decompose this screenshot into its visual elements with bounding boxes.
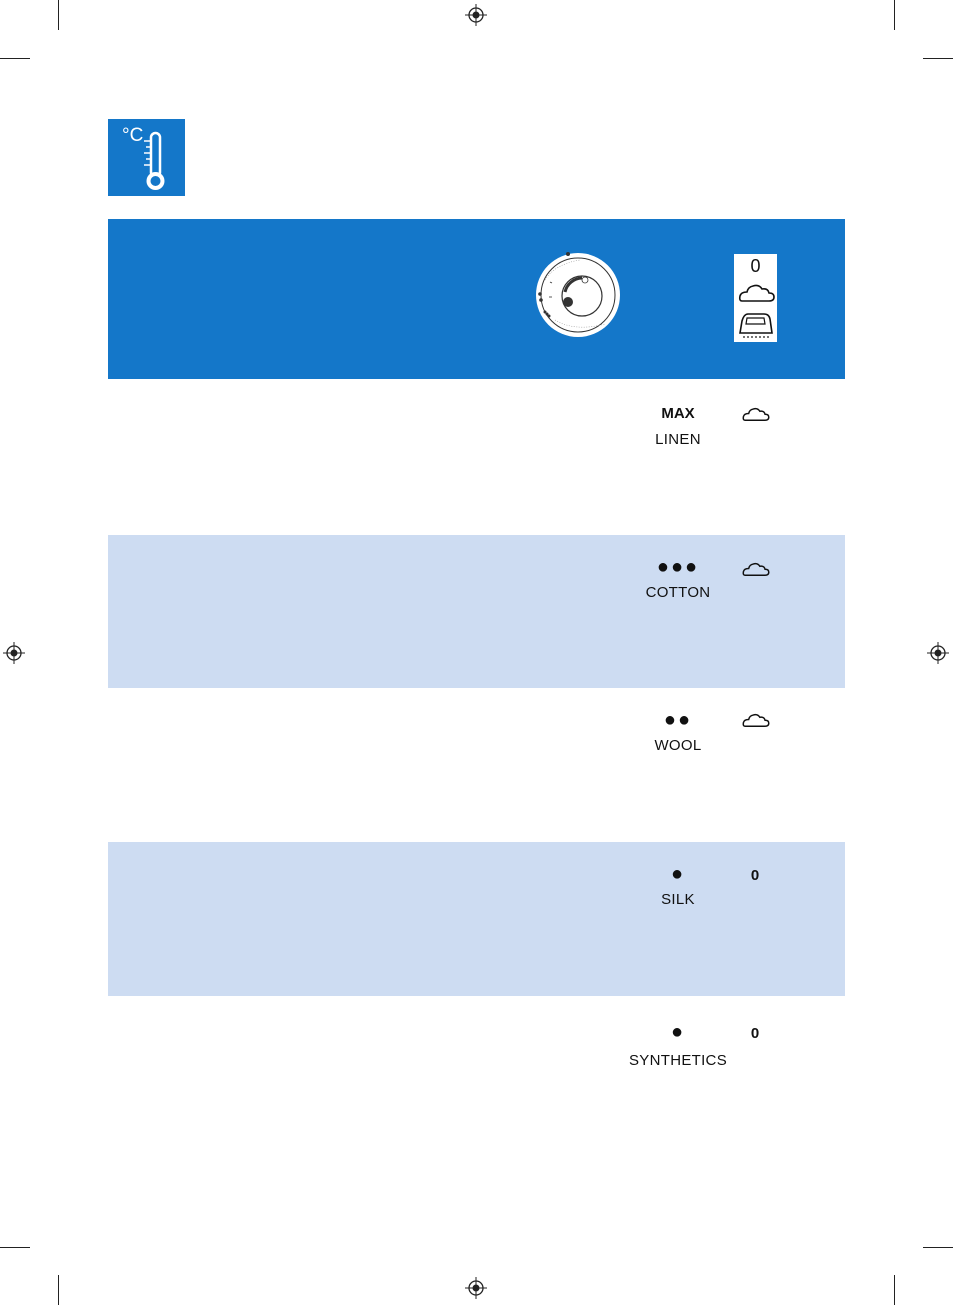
fabric-label: COTTON xyxy=(645,584,711,601)
temperature-mark: ● xyxy=(670,863,686,885)
iron-icon xyxy=(734,309,777,341)
steam-setting-zero: 0 xyxy=(750,867,760,884)
temperature-mark: MAX xyxy=(661,405,695,422)
registration-mark-icon xyxy=(465,1277,487,1299)
steam-setting-zero: 0 xyxy=(750,1025,760,1042)
fabric-label: SILK xyxy=(661,891,695,908)
temperature-mark: ● xyxy=(670,1021,686,1043)
temperature-mark: ●●● xyxy=(656,556,700,578)
crop-mark xyxy=(0,58,30,59)
steam-settings-box xyxy=(734,254,777,342)
crop-mark xyxy=(0,1247,30,1248)
steam-setting-zero: 0 xyxy=(750,256,761,276)
table-row xyxy=(108,535,845,688)
steam-cloud-icon xyxy=(739,406,771,424)
celsius-label: °C xyxy=(122,125,144,146)
registration-mark-icon xyxy=(927,642,949,664)
crop-mark xyxy=(58,1275,59,1305)
steam-cloud-icon xyxy=(739,561,771,579)
steam-cloud-icon xyxy=(734,283,777,305)
crop-mark xyxy=(58,0,59,30)
table-row xyxy=(108,379,845,535)
steam-cell xyxy=(735,561,775,579)
temperature-mark: ●● xyxy=(663,709,693,731)
table-row xyxy=(108,842,845,996)
thermometer-icon xyxy=(108,119,185,196)
crop-mark xyxy=(894,1275,895,1305)
fabric-label: WOOL xyxy=(654,737,702,754)
table-row xyxy=(108,688,845,842)
table-row xyxy=(108,996,845,1150)
temperature-dial-icon xyxy=(535,252,621,338)
fabric-label: LINEN xyxy=(655,431,701,448)
crop-mark xyxy=(894,0,895,30)
fabric-label: SYNTHETICS xyxy=(628,1052,727,1069)
steam-cell xyxy=(735,406,775,424)
registration-mark-icon xyxy=(3,642,25,664)
crop-mark xyxy=(923,58,953,59)
steam-cloud-icon xyxy=(739,712,771,730)
steam-cell xyxy=(735,712,775,730)
crop-mark xyxy=(923,1247,953,1248)
registration-mark-icon xyxy=(465,4,487,26)
